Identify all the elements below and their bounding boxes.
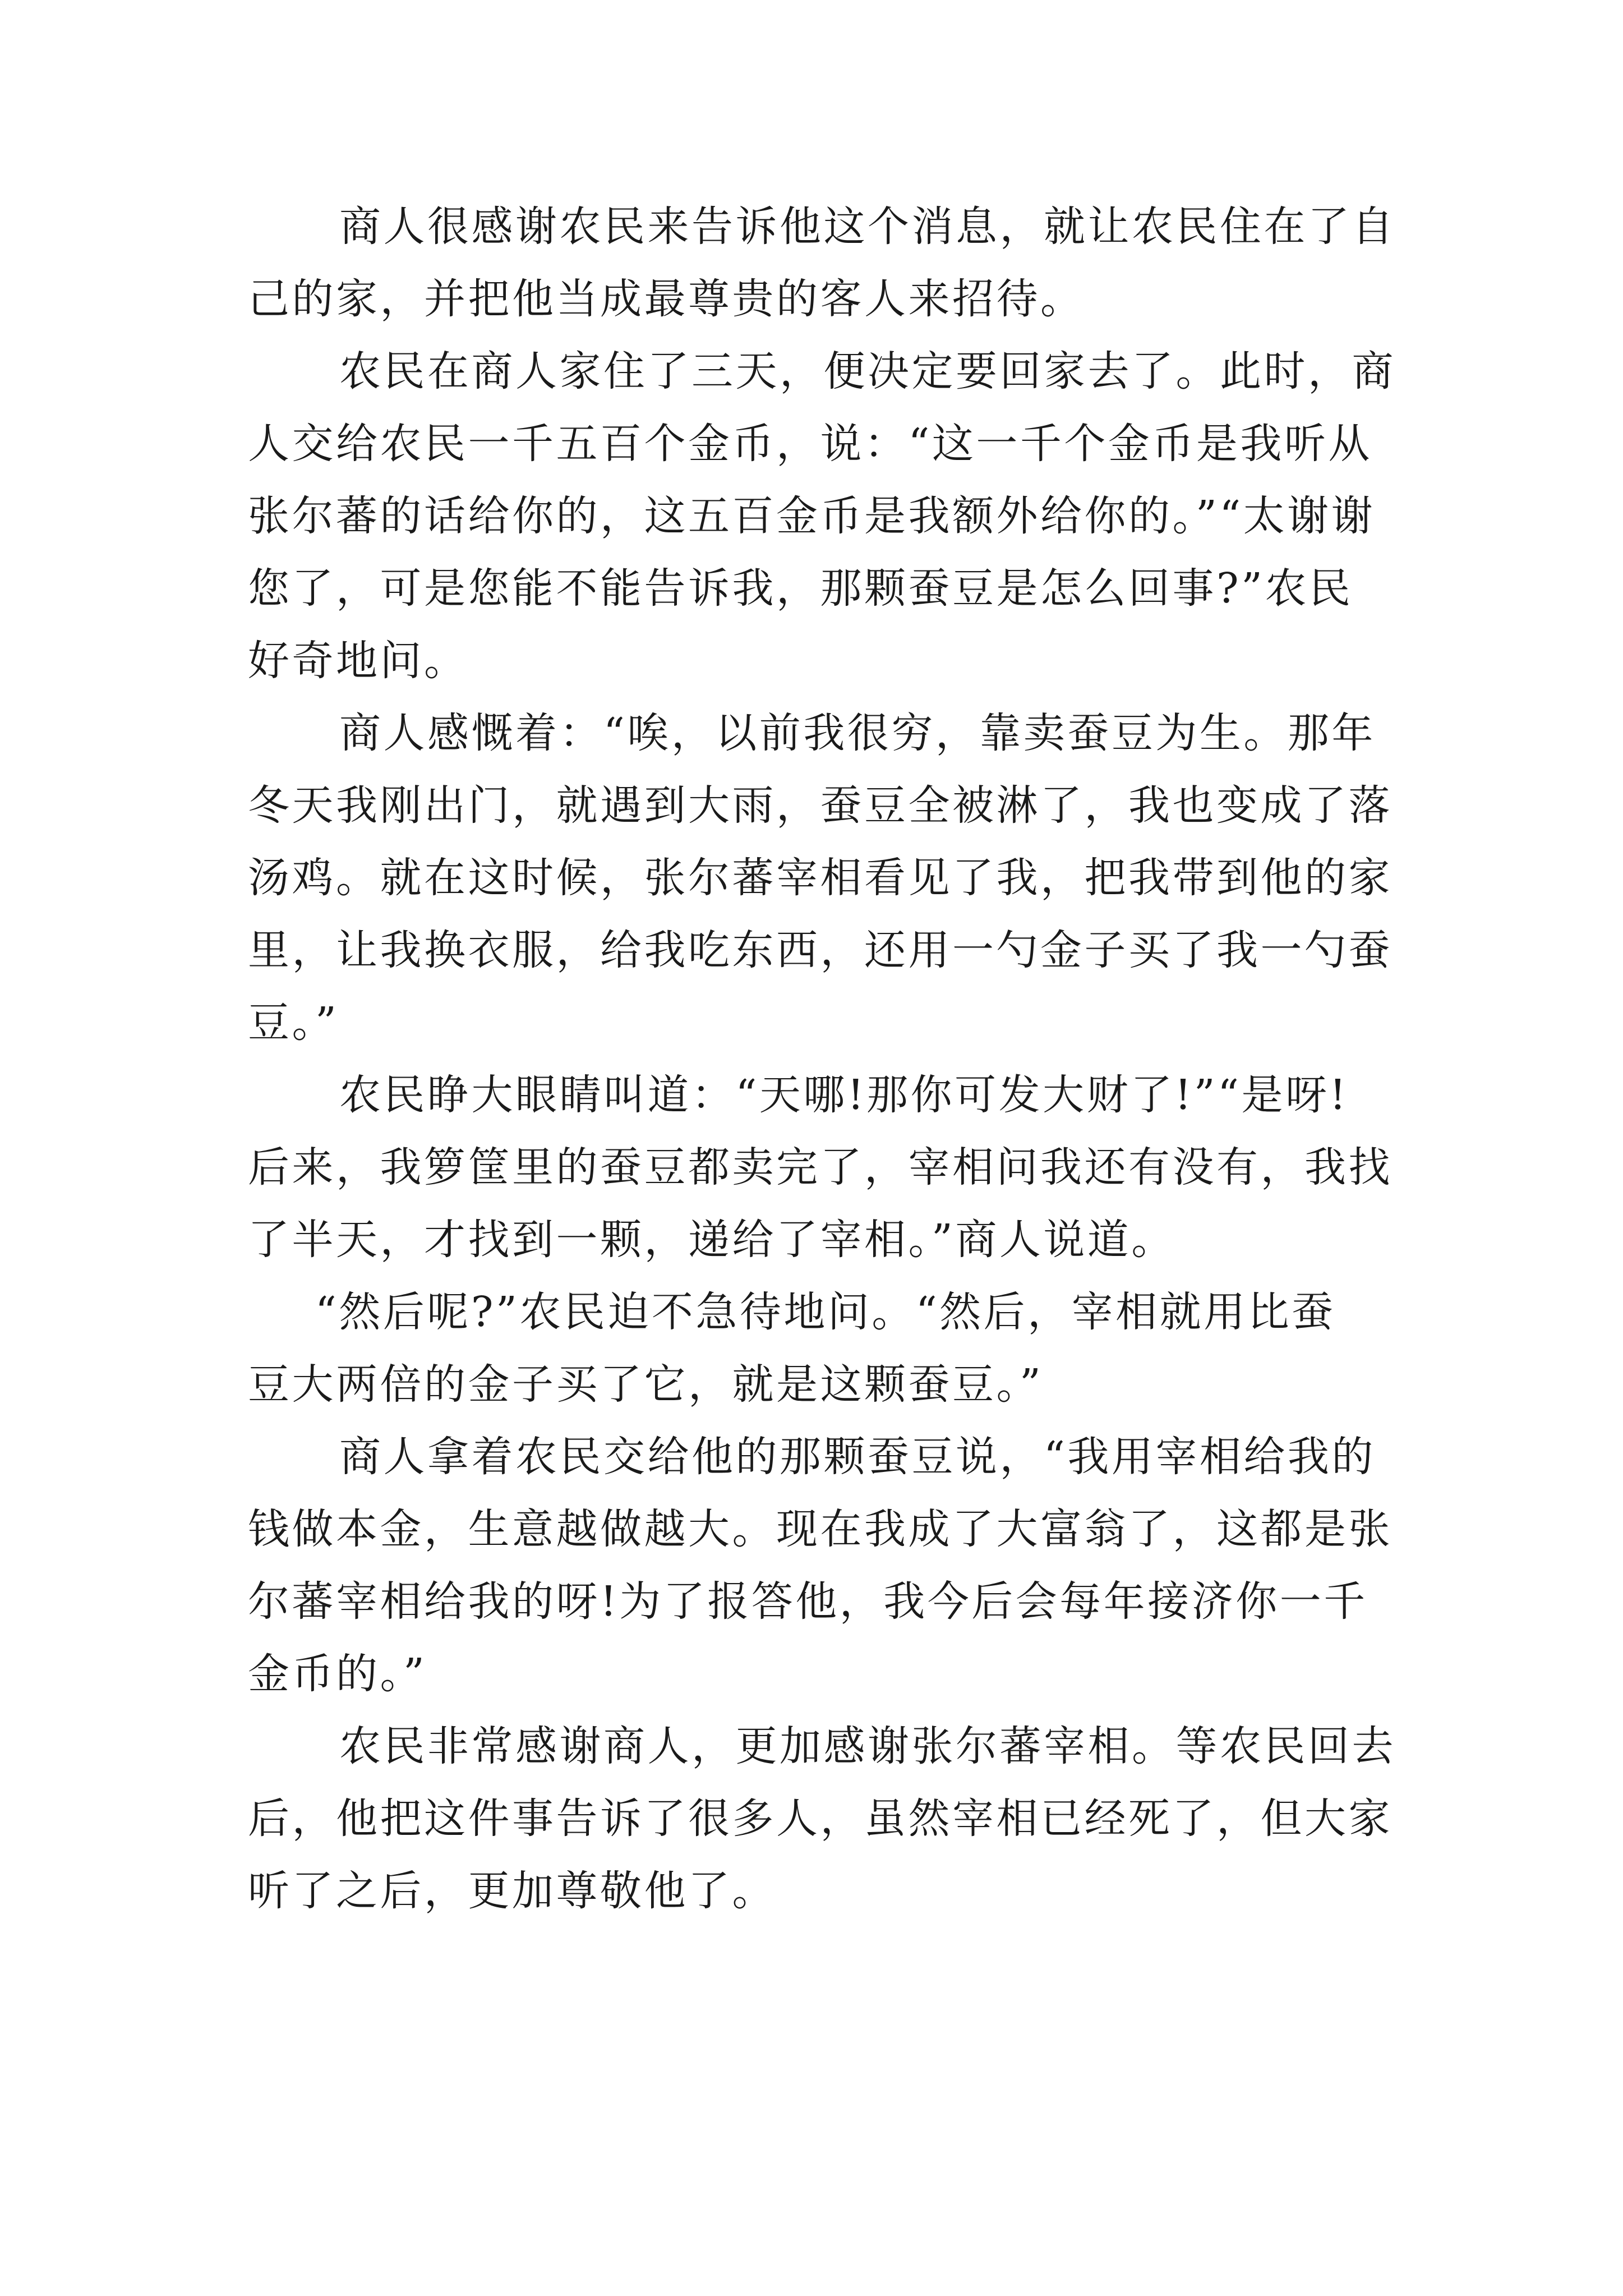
text-line: 听了之后，更加尊敬他了。	[248, 1867, 776, 1915]
text-line: 了半天，才找到一颗，递给了宰相。”商人说道。	[248, 1216, 1175, 1264]
text-line: 后来，我箩筐里的蚕豆都卖完了，宰相问我还有没有，我找	[248, 1143, 1393, 1191]
story-text	[248, 191, 1396, 1927]
text-line: 豆。”	[248, 999, 339, 1047]
text-line: 商人很感谢农民来告诉他这个消息，就让农民住在了自	[339, 203, 1396, 251]
text-line: 尔蕃宰相给我的呀!为了报答他，我今后会每年接济你一千	[248, 1577, 1368, 1626]
text-line: 您了，可是您能不能告诉我，那颗蚕豆是怎么回事?”农民	[248, 564, 1353, 613]
text-line: 好奇地问。	[248, 637, 468, 685]
text-line: 农民非常感谢商人，更加感谢张尔蕃宰相。等农民回去	[339, 1722, 1396, 1770]
text-line: 农民在商人家住了三天，便决定要回家去了。此时，商	[339, 347, 1396, 395]
text-line: 汤鸡。就在这时候，张尔蕃宰相看见了我，把我带到他的家	[248, 854, 1393, 902]
text-line: 己的家，并把他当成最尊贵的客人来招待。	[248, 275, 1085, 323]
text-line: 农民睁大眼睛叫道：“天哪!那你可发大财了!”“是呀!	[339, 1071, 1349, 1119]
text-line: 里，让我换衣服，给我吃东西，还用一勺金子买了我一勺蚕	[248, 926, 1393, 974]
text-line: 商人感慨着：“唉，以前我很穷，靠卖蚕豆为生。那年	[339, 709, 1376, 757]
text-line: 冬天我刚出门，就遇到大雨，蚕豆全被淋了，我也变成了落	[248, 781, 1393, 830]
text-line: 张尔蕃的话给你的，这五百金币是我额外给你的。”“太谢谢	[248, 492, 1376, 540]
text-line: 后，他把这件事告诉了很多人，虽然宰相已经死了，但大家	[248, 1795, 1393, 1843]
text-line: 豆大两倍的金子买了它，就是这颗蚕豆。”	[248, 1360, 1044, 1409]
text-line: 钱做本金，生意越做越大。现在我成了大富翁了，这都是张	[248, 1505, 1393, 1553]
text-line: 商人拿着农民交给他的那颗蚕豆说，“我用宰相给我的	[339, 1433, 1376, 1481]
text-line: 人交给农民一千五百个金币，说：“这一千个金币是我听从	[248, 420, 1372, 468]
text-line: 金币的。”	[248, 1650, 427, 1698]
text-line: “然后呢?”农民迫不急待地问。“然后，宰相就用比蚕	[315, 1288, 1336, 1336]
